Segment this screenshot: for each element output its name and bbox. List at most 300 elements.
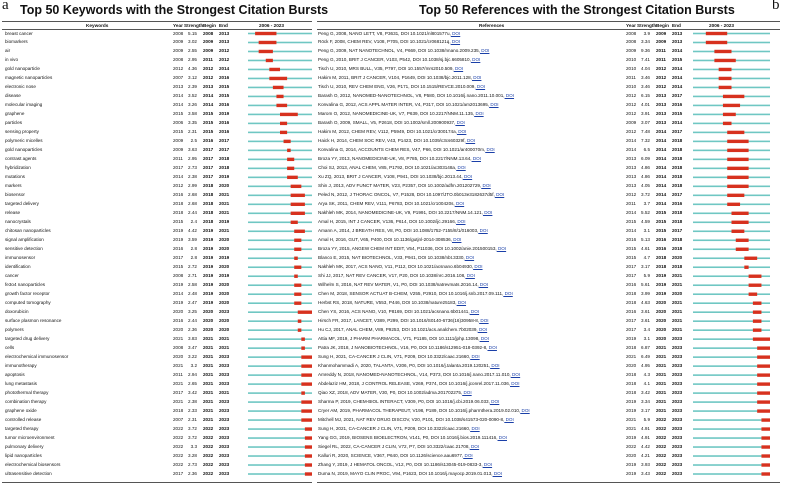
year-cell: 2020 <box>626 363 637 369</box>
end-cell: 2023 <box>672 417 683 423</box>
keyword-label: pulmonary delivery <box>5 444 44 450</box>
end-cell: 2018 <box>672 165 683 171</box>
reference-label: Konvalina G, 2012, ACS APPL MATER INTER, V4, P317, DOI 10.1021/am2013695, DOI <box>318 102 499 108</box>
doi-link[interactable]: DOI <box>456 165 466 171</box>
year-cell: 2016 <box>173 192 184 198</box>
burst-bar <box>294 257 298 260</box>
burst-bar <box>280 122 287 125</box>
keyword-label: immunotherapy <box>5 363 37 369</box>
timeline-baseline <box>248 177 312 179</box>
end-cell: 2014 <box>672 66 683 72</box>
year-cell: 2014 <box>173 291 184 297</box>
strength-cell: 7.41 <box>641 57 650 63</box>
begin-cell: 2021 <box>656 372 667 378</box>
end-cell: 2023 <box>219 462 230 468</box>
reference-label: Blanco E, 2015, NAT BIOTECHNOL, V33, P941, DOI 10.1038/nbt.3330, DOI <box>318 255 475 261</box>
doi-link[interactable]: DOI <box>462 174 473 180</box>
strength-cell: 2.68 <box>188 201 197 207</box>
burst-bar <box>301 346 305 349</box>
end-cell: 2021 <box>219 345 230 351</box>
begin-cell: 2016 <box>656 246 667 252</box>
burst-bar <box>301 337 305 340</box>
reference-label: Peled N, 2012, J THORAC ONCOL, V7, P1528, DOI 10.1097/JTO.0b013e3182637d5f, DOI <box>318 192 505 198</box>
panel-label-a: a <box>2 0 9 13</box>
begin-cell: 2012 <box>656 75 667 81</box>
end-cell: 2021 <box>672 327 683 333</box>
begin-cell: 2011 <box>656 57 666 63</box>
doi-link[interactable]: DOI <box>485 147 495 153</box>
end-cell: 2020 <box>219 300 230 306</box>
timeline-baseline <box>248 257 312 259</box>
strength-cell: 2.99 <box>188 183 197 189</box>
end-cell: 2023 <box>672 435 683 441</box>
burst-bar <box>301 355 312 358</box>
keywords-table-title: Top 50 Keywords with the Strongest Citation Bursts <box>20 3 329 17</box>
doi-link[interactable]: DOI <box>489 399 500 405</box>
year-cell: 2019 <box>626 462 637 468</box>
doi-link[interactable]: DOI <box>489 102 499 108</box>
doi-link[interactable]: DOI <box>478 228 488 234</box>
year-cell: 2016 <box>626 282 637 288</box>
doi-link[interactable]: DOI <box>482 210 493 216</box>
year-cell: 2021 <box>626 354 637 360</box>
keyword-label: controlled release <box>5 417 42 423</box>
year-cell: 2012 <box>173 183 184 189</box>
end-cell: 2017 <box>219 147 230 153</box>
timeline-baseline <box>693 257 770 259</box>
end-cell: 2023 <box>672 354 683 360</box>
reference-label: Röck F, 2008, CHEM REV, V108, P705, DOI 10.1021/cr068121q, DOI <box>318 39 461 45</box>
end-cell: 2017 <box>219 138 230 144</box>
reference-label: Kalluri R, 2020, SCIENCE, V367, P640, DOI 10.1126/science.aau6977, DOI <box>318 453 473 459</box>
end-cell: 2018 <box>672 219 683 225</box>
burst-bar <box>305 454 312 457</box>
year-cell: 2013 <box>626 165 637 171</box>
year-cell: 2008 <box>173 345 184 351</box>
burst-bar <box>301 409 312 412</box>
doi-link[interactable]: DOI <box>456 129 467 135</box>
doi-link[interactable]: DOI <box>456 219 466 225</box>
strength-cell: 6.15 <box>641 93 650 99</box>
doi-link[interactable]: DOI <box>455 120 465 126</box>
reference-label: Duma N, 2019, MAYO CLIN PROC, V94, P1623, DOI 10.1016/j.mayocp.2019.01.013, DOI <box>318 471 503 476</box>
end-cell: 2023 <box>219 309 230 315</box>
strength-cell: 4.63 <box>641 300 650 306</box>
doi-link[interactable]: DOI <box>479 48 490 54</box>
burst-bar <box>757 364 770 367</box>
doi-link[interactable]: DOI <box>474 111 484 117</box>
keyword-label: identification <box>5 264 31 270</box>
timeline-baseline <box>248 168 312 170</box>
burst-bar <box>757 382 770 385</box>
burst-bar <box>757 409 770 412</box>
end-cell: 2023 <box>672 408 683 414</box>
doi-link[interactable]: DOI <box>479 318 489 324</box>
year-cell: 2011 <box>626 75 636 81</box>
strength-cell: 2.68 <box>188 192 197 198</box>
end-cell: 2016 <box>219 129 230 135</box>
year-cell: 2014 <box>626 228 637 234</box>
strength-cell: 5.13 <box>641 237 650 243</box>
doi-link[interactable]: DOI <box>492 471 503 476</box>
end-cell: 2023 <box>672 345 683 351</box>
begin-cell: 2019 <box>203 273 214 279</box>
reference-label: Chen M, 2018, SENSOR ACTUAT B-CHEM, V255, P2910, DOI 10.1016/j.snb.2017.09.111, DOI <box>318 291 513 297</box>
timeline-baseline <box>693 293 770 295</box>
doi-link[interactable]: DOI <box>470 354 480 360</box>
year-cell: 2015 <box>173 219 184 225</box>
burst-bar <box>757 400 770 403</box>
timeline-baseline <box>248 141 312 143</box>
doi-link[interactable]: DOI <box>470 57 481 63</box>
timeline-baseline <box>693 266 770 268</box>
year-cell: 2018 <box>173 210 184 216</box>
begin-cell: 2022 <box>203 453 214 459</box>
strength-cell: 6.87 <box>641 345 650 351</box>
doi-link[interactable]: DOI <box>504 417 514 423</box>
doi-link[interactable]: DOI <box>477 327 488 333</box>
begin-cell: 2021 <box>656 408 667 414</box>
end-cell: 2019 <box>219 273 230 279</box>
timeline-baseline <box>693 42 770 44</box>
doi-link[interactable]: DOI <box>463 453 473 459</box>
burst-bar <box>291 185 302 188</box>
year-cell: 2015 <box>626 219 637 225</box>
end-cell: 2023 <box>672 462 683 468</box>
doi-link[interactable]: DOI <box>504 93 515 99</box>
strength-cell: 3.72 <box>188 426 197 432</box>
keyword-label: breast cancer <box>5 30 33 36</box>
burst-bar <box>301 373 312 376</box>
burst-bar <box>757 355 770 358</box>
doi-link[interactable]: DOI <box>494 192 505 198</box>
year-cell: 2014 <box>173 174 184 180</box>
header-begin: Begin <box>656 22 670 28</box>
strength-cell: 2.36 <box>188 327 197 333</box>
begin-cell: 2017 <box>203 156 214 162</box>
begin-cell: 2018 <box>203 219 214 225</box>
doi-link[interactable]: DOI <box>469 444 480 450</box>
end-cell: 2021 <box>672 318 683 324</box>
strength-cell: 3.2 <box>190 363 197 369</box>
year-cell: 2017 <box>173 471 184 476</box>
strength-cell: 2.31 <box>188 129 197 135</box>
begin-cell: 2012 <box>656 84 667 90</box>
doi-link[interactable]: DOI <box>478 282 489 288</box>
doi-link[interactable]: DOI <box>454 201 465 207</box>
end-cell: 2016 <box>219 102 230 108</box>
header-end: End <box>219 22 228 28</box>
begin-cell: 2008 <box>203 30 214 36</box>
keyword-label: combination therapy <box>5 399 47 405</box>
keyword-label: polymers <box>5 327 24 333</box>
end-cell: 2018 <box>672 147 683 153</box>
end-cell: 2013 <box>219 39 230 45</box>
doi-link[interactable]: DOI <box>510 381 520 387</box>
keywords-burst-timeline <box>0 0 1 1</box>
strength-cell: 3.99 <box>641 291 650 297</box>
end-cell: 2023 <box>672 363 683 369</box>
doi-link[interactable]: DOI <box>450 30 461 36</box>
end-cell: 2023 <box>672 399 683 405</box>
burst-bar <box>280 113 298 116</box>
burst-bar <box>305 427 312 430</box>
doi-link[interactable]: DOI <box>497 435 507 441</box>
begin-cell: 2021 <box>203 417 214 423</box>
burst-bar <box>298 328 302 331</box>
strength-cell: 2.31 <box>188 417 197 423</box>
doi-link[interactable]: DOI <box>496 246 507 252</box>
burst-bar <box>727 149 748 152</box>
burst-bar <box>757 373 770 376</box>
year-cell: 2010 <box>626 66 637 72</box>
year-cell: 2011 <box>173 156 183 162</box>
strength-cell: 4.21 <box>641 453 650 459</box>
keyword-label: polymeric micelles <box>5 138 43 144</box>
reference-label: Konvalina G, 2014, ACCOUNTS CHEM RES, V47, P66, DOI 10.1021/ar400070m, DOI <box>318 147 495 153</box>
end-cell: 2015 <box>672 57 683 63</box>
doi-link[interactable]: DOI <box>462 390 472 396</box>
end-cell: 2016 <box>219 75 230 81</box>
year-cell: 2022 <box>173 462 184 468</box>
reference-label: Siegel RL, 2022, CA-CANCER J CLIN, V72, P7, DOI 10.3322/caac.21708, DOI <box>318 444 480 450</box>
keyword-label: targeted drug delivery <box>5 336 50 342</box>
burst-bar <box>301 418 312 421</box>
burst-bar <box>301 364 312 367</box>
strength-cell: 2.95 <box>188 156 197 162</box>
doi-link[interactable]: DOI <box>479 336 489 342</box>
timeline-baseline <box>248 248 312 250</box>
begin-cell: 2014 <box>656 156 667 162</box>
doi-link[interactable]: DOI <box>450 39 461 45</box>
doi-link[interactable]: DOI <box>490 363 500 369</box>
end-cell: 2023 <box>219 444 230 450</box>
year-cell: 2018 <box>626 300 637 306</box>
end-cell: 2023 <box>219 372 230 378</box>
end-cell: 2019 <box>219 174 230 180</box>
doi-link[interactable]: DOI <box>456 300 467 306</box>
keywords-burst-panel <box>0 0 329 483</box>
timeline-baseline <box>693 455 770 457</box>
doi-link[interactable]: DOI <box>471 75 482 81</box>
strength-cell: 2.39 <box>188 84 197 90</box>
burst-bar <box>753 319 762 322</box>
timeline-baseline <box>693 248 770 250</box>
doi-link[interactable]: DOI <box>473 264 483 270</box>
burst-bar <box>761 454 770 457</box>
year-cell: 2015 <box>173 129 184 135</box>
burst-bar <box>305 436 312 439</box>
reference-label: Sharma P, 2019, CHEM-BIOL INTERACT, V309, P0, DOI 10.1016/j.cbi.2019.06.033, DOI <box>318 399 500 405</box>
doi-link[interactable]: DOI <box>465 273 475 279</box>
doi-link[interactable]: DOI <box>469 309 480 315</box>
burst-bar <box>276 104 287 107</box>
doi-link[interactable]: DOI <box>465 138 476 144</box>
burst-bar <box>719 77 732 80</box>
begin-cell: 2015 <box>656 210 667 216</box>
begin-cell: 2014 <box>656 192 667 198</box>
doi-link[interactable]: DOI <box>487 345 497 351</box>
end-cell: 2020 <box>672 255 683 261</box>
begin-cell: 2021 <box>203 345 214 351</box>
end-cell: 2014 <box>672 48 683 54</box>
end-cell: 2018 <box>672 210 683 216</box>
burst-bar <box>305 472 312 475</box>
burst-bar <box>287 167 294 170</box>
keyword-label: markers <box>5 183 22 189</box>
timeline-baseline <box>248 186 312 188</box>
end-cell: 2023 <box>672 453 683 459</box>
end-cell: 2014 <box>219 66 230 72</box>
burst-bar <box>719 68 732 71</box>
end-cell: 2018 <box>219 156 230 162</box>
burst-bar <box>269 68 280 71</box>
doi-link[interactable]: DOI <box>453 66 464 72</box>
end-cell: 2023 <box>219 363 230 369</box>
year-cell: 2019 <box>626 471 637 476</box>
strength-cell: 2.44 <box>188 318 197 324</box>
keyword-label: chitosan nanoparticles <box>5 228 51 234</box>
strength-cell: 2.73 <box>188 462 197 468</box>
reference-label: Barash O, 2009, SMALL, V5, P2618, DOI 10.1002/smll.200900937, DOI <box>318 120 465 126</box>
strength-cell: 3.25 <box>188 309 197 315</box>
strength-cell: 3.4 <box>643 327 650 333</box>
end-cell: 2021 <box>219 201 230 207</box>
strength-cell: 4.7 <box>643 255 650 261</box>
doi-link[interactable]: DOI <box>451 237 462 243</box>
reference-label: Attia MF, 2019, J PHARM PHARMACOL, V71, P1185, DOI 10.1111/jphp.13098, DOI <box>318 336 489 342</box>
strength-cell: 6.49 <box>641 354 650 360</box>
begin-cell: 2013 <box>203 84 214 90</box>
burst-bar <box>761 427 770 430</box>
year-cell: 2015 <box>173 111 184 117</box>
doi-link[interactable]: DOI <box>482 462 493 468</box>
strength-cell: 3.61 <box>641 318 650 324</box>
strength-cell: 2.8 <box>190 246 197 252</box>
strength-cell: 2.38 <box>188 399 197 405</box>
strength-cell: 2.94 <box>188 372 197 378</box>
timeline-baseline <box>248 284 312 286</box>
keyword-label: targeted delivery <box>5 201 39 207</box>
doi-link[interactable]: DOI <box>464 255 475 261</box>
begin-cell: 2014 <box>656 183 667 189</box>
end-cell: 2023 <box>672 372 683 378</box>
doi-link[interactable]: DOI <box>475 84 486 90</box>
end-cell: 2021 <box>219 210 230 216</box>
begin-cell: 2018 <box>203 201 214 207</box>
references-burst-panel <box>315 0 785 483</box>
strength-cell: 4.1 <box>643 381 650 387</box>
keyword-label: computed tomography <box>5 300 51 306</box>
panel-label-b: b <box>772 0 780 13</box>
burst-bar <box>761 418 770 421</box>
burst-bar <box>294 293 301 296</box>
end-cell: 2020 <box>219 237 230 243</box>
keyword-label: electronic nose <box>5 84 36 90</box>
doi-link[interactable]: DOI <box>503 291 513 297</box>
timeline-baseline <box>693 419 770 421</box>
year-cell: 2018 <box>626 345 637 351</box>
burst-bar <box>749 293 758 296</box>
reference-label: Amann A, 2014, J BREATH RES, V8, P0, DOI 10.1088/1752-7155/8/1/016003, DOI <box>318 228 488 234</box>
begin-cell: 2021 <box>203 408 214 414</box>
end-cell: 2015 <box>672 111 683 117</box>
reference-label: Hakim M, 2011, BRIT J CANCER, V104, P1649, DOI 10.1038/bjc.2011.128, DOI <box>318 75 482 81</box>
timeline-baseline <box>248 302 312 304</box>
begin-cell: 2019 <box>656 291 667 297</box>
doi-link[interactable]: DOI <box>520 408 530 414</box>
year-cell: 2017 <box>626 318 637 324</box>
strength-cell: 4.61 <box>641 246 650 252</box>
year-cell: 2021 <box>173 399 184 405</box>
strength-cell: 3.52 <box>188 93 197 99</box>
strength-cell: 3.28 <box>188 453 197 459</box>
doi-link[interactable]: DOI <box>481 183 491 189</box>
burst-bar <box>744 257 757 260</box>
begin-cell: 2022 <box>203 435 214 441</box>
end-cell: 2018 <box>672 183 683 189</box>
begin-cell: 2014 <box>203 93 214 99</box>
end-cell: 2023 <box>219 417 230 423</box>
burst-bar <box>266 59 273 62</box>
begin-cell: 2020 <box>203 318 214 324</box>
strength-cell: 3.3 <box>190 444 197 450</box>
header-timeline-range: 2006 - 2023 <box>709 22 735 28</box>
strength-cell: 6.5 <box>643 147 650 153</box>
year-cell: 2014 <box>626 210 637 216</box>
end-cell: 2018 <box>672 138 683 144</box>
burst-bar <box>761 472 770 475</box>
burst-bar <box>287 158 294 161</box>
end-cell: 2020 <box>219 183 230 189</box>
burst-bar <box>757 391 770 394</box>
strength-cell: 9.36 <box>641 48 650 54</box>
burst-bar <box>732 221 749 224</box>
timeline-baseline <box>248 159 312 161</box>
end-cell: 2023 <box>672 336 683 342</box>
year-cell: 2019 <box>173 282 184 288</box>
keyword-label: disease <box>5 93 21 99</box>
timeline-baseline <box>248 473 312 475</box>
reference-label: Sung H, 2021, CA-CANCER J CLIN, V71, P209, DOI 10.3322/caac.21660, DOI <box>318 426 480 432</box>
begin-cell: 2022 <box>656 462 667 468</box>
burst-bar <box>749 275 762 278</box>
begin-cell: 2020 <box>203 327 214 333</box>
burst-bar <box>727 158 748 161</box>
strength-cell: 4.91 <box>641 426 650 432</box>
end-cell: 2016 <box>219 120 230 126</box>
doi-link[interactable]: DOI <box>471 156 481 162</box>
timeline-baseline <box>248 275 312 277</box>
doi-link[interactable]: DOI <box>510 372 521 378</box>
begin-cell: 2011 <box>656 48 666 54</box>
strength-cell: 3.43 <box>641 471 650 476</box>
year-cell: 2009 <box>173 147 184 153</box>
references-table-title: Top 50 References with the Strongest Citation Bursts <box>419 3 735 17</box>
reference-label: Broza YY, 2013, NANOMEDICINE-UK, V8, P785, DOI 10.2217/NNM.13.64, DOI <box>318 156 481 162</box>
year-cell: 2022 <box>173 444 184 450</box>
burst-bar <box>706 41 727 44</box>
begin-cell: 2012 <box>656 66 667 72</box>
begin-cell: 2013 <box>656 120 667 126</box>
end-cell: 2016 <box>672 201 683 207</box>
burst-bar <box>761 445 770 448</box>
timeline-baseline <box>248 428 312 430</box>
year-cell: 2009 <box>626 120 637 126</box>
begin-cell: 2015 <box>203 129 214 135</box>
burst-bar <box>761 436 770 439</box>
doi-link[interactable]: DOI <box>470 426 480 432</box>
